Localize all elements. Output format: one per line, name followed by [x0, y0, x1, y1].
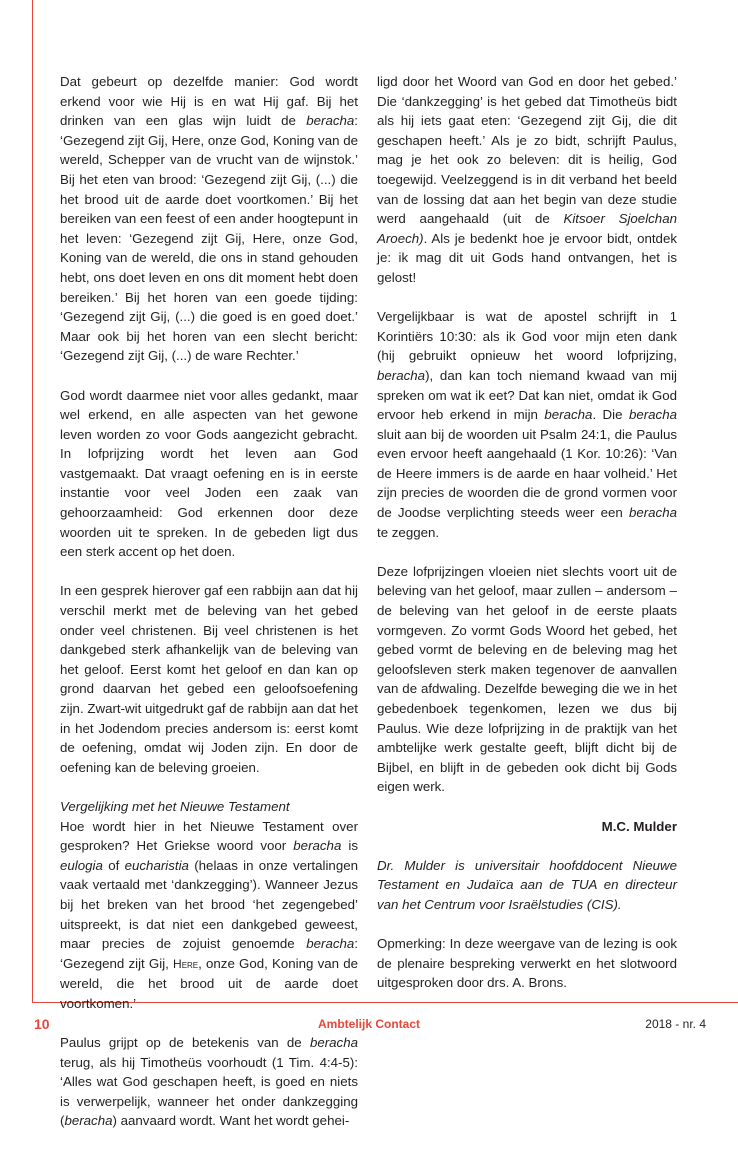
paragraph: In een gesprek hierover gaf een rabbijn aan dat hij verschil merkt met de beleving van het gebed onder veel christenen. Bij veel christenen is het dankgebed sterk afhankelijk van de beleving van het geloof. Eerst komt het geloof en dan kan op grond daarvan het gebed een geloofsoefening zijn. Zwart-wit uitgedrukt gaf de rabbijn aan dat het in het Jodendom precies andersom is: eerst komt de oefening, omdat wij Joden zijn. En door de oefening kan de beleving groeien. — [60, 583, 358, 775]
left-column — [60, 72, 358, 1151]
author-bio: Dr. Mulder is universitair hoofddocent Nieuwe Testament en Judaïca aan de TUA en directeur van het Centrum voor Israëlstudies (CIS). — [377, 857, 677, 912]
journal-name: Ambtelijk Contact — [317, 1017, 420, 1031]
paragraph: God wordt daarmee niet voor alles gedankt, maar wel erkend, en alle aspecten van het gewone leven worden zo voor Gods aangezicht gebracht. In lofprijzing wordt het leven aan God vastgemaakt. Dat vraagt oefening en is in eerste instantie voor veel Joden een zaak van gehoorzaamheid: God erkennen door deze woorden uit te spreken. In de gebeden ligt dus een sterk accent op het doen. — [60, 387, 358, 560]
editor-note: Opmerking: In deze weergave van de lezing is ook de plenaire bespreking verwerkt en het slotwoord uitgesproken door drs. A. Brons. — [377, 936, 677, 991]
paragraph: Vergelijkbaar is wat de apostel schrijft in 1 Korintiërs 10:30: als ik God voor mijn eten dank (hij gebruikt opnieuw het woord lofprijzing, beracha), dan kan toch niemand kwaad van mij spreken om wat ik eet? Dat kan niet, omdat ik God ervoor heb erkend in mijn beracha. Die beracha sluit aan bij de woorden uit Psalm 24:1, die Paulus even ervoor heeft aangehaald (1 Kor. 10:26): ‘Van de Heere immers is de aarde en haar volheid.’ Het zijn precies de woorden die de grond vormen voor de Joodse verplichting steeds weer een beracha te zeggen. — [377, 309, 677, 540]
paragraph: Dat gebeurt op dezelfde manier: God wordt erkend voor wie Hij is en wat Hij gaf. Bij het drinken van een glas wijn luidt de beracha: ‘Gezegend zijt Gij, Here, onze God, Koning van de wereld, Schepper van de vrucht van de wijnstok.’ Bij het eten van brood: ‘Gezegend zijt Gij, (...) die het brood uit de aarde doet voortkomen.’ Bij het bereiken van een feest of een ander hoogtepunt in het leven: ‘Gezegend zijt Gij, Here, onze God, Koning van de wereld, die ons in stand gehouden hebt, ons doet leven en ons dit moment hebt doen bereiken.’ Bij het horen van een goede tijding: ‘Gezegend zijt Gij, (...) die goed is en goed doet.’ Maar ook bij het horen van een slecht bericht: ‘Gezegend zijt Gij, (...) de ware Rechter.’ — [60, 74, 358, 364]
issue-label: 2018 - nr. 4 — [645, 1017, 706, 1031]
author-signature: M.C. Mulder — [601, 818, 677, 834]
paragraph: Paulus grijpt op de betekenis van de beracha terug, als hij Timotheüs voorhoudt (1 Tim. 4:4-5): ‘Alles wat God geschapen heeft, is goed en niets is verwerpelijk, wanneer het onder dankzegging (beracha) aanvaard wordt. Want het wordt gehei- — [60, 1035, 358, 1129]
paragraph: Hoe wordt hier in het Nieuwe Testament over gesproken? Het Griekse woord voor beracha is eulogia of eucharistia (helaas in onze vertalingen vaak vertaald met ‘dankzegging’). Wanneer Jezus bij het breken van het brood ‘het zegengebed’ uitspreekt, is dat niet een dankgebed geweest, maar precies de zojuist genoemde beracha: ‘Gezegend zijt Gij, Here, onze God, Koning van de wereld, die het brood uit de aarde doet voortkomen.’ — [60, 818, 359, 1011]
section-heading: Vergelijking met het Nieuwe Testament — [60, 798, 290, 814]
paragraph: ligd door het Woord van God en door het gebed.’ Die ‘dankzegging’ is het gebed dat Timotheüs bidt als hij iets gaat eten: ‘Gezegend zijt Gij, die dit geschapen heeft.’ Als je zo bidt, schrijft Paulus, mag je het ook zo beleven: dit is heilig, God toegewijd. Veelzeggend is in dit verband het beeld van de lossing dat aan het begin van deze studie werd aangehaald (uit de Kitsoer Sjoelchan Aroech). Als je bedenkt hoe je ervoor bidt, ontdek je: ik mag dit uit Gods hand ontvangen, het is gelost! — [377, 74, 677, 285]
page-footer — [0, 1016, 738, 1036]
paragraph: Deze lofprijzingen vloeien niet slechts voort uit de beleving van het geloof, maar zullen – andersom – de beleving van het geloof in de eerste plaats vormgeven. Zo vormt Gods Woord het gebed, het gebed vormt de beleving en de beleving mag het geloofsleven sterk maken tegenover de aanvallen van de afdwaling. Dezelfde beweging die we in het gebedenboek tegenkomen, lezen we dus bij Paulus. Wie deze lofprijzing in de praktijk van het ambtelijke werk gestalte geeft, blijft dicht bij de Bijbel, en blijft in de gebeden ook dicht bij Gods eigen werk. — [377, 563, 677, 795]
page-number: 10 — [34, 1016, 50, 1032]
right-column — [377, 72, 677, 1013]
margin-rule-vertical — [32, 0, 33, 1003]
